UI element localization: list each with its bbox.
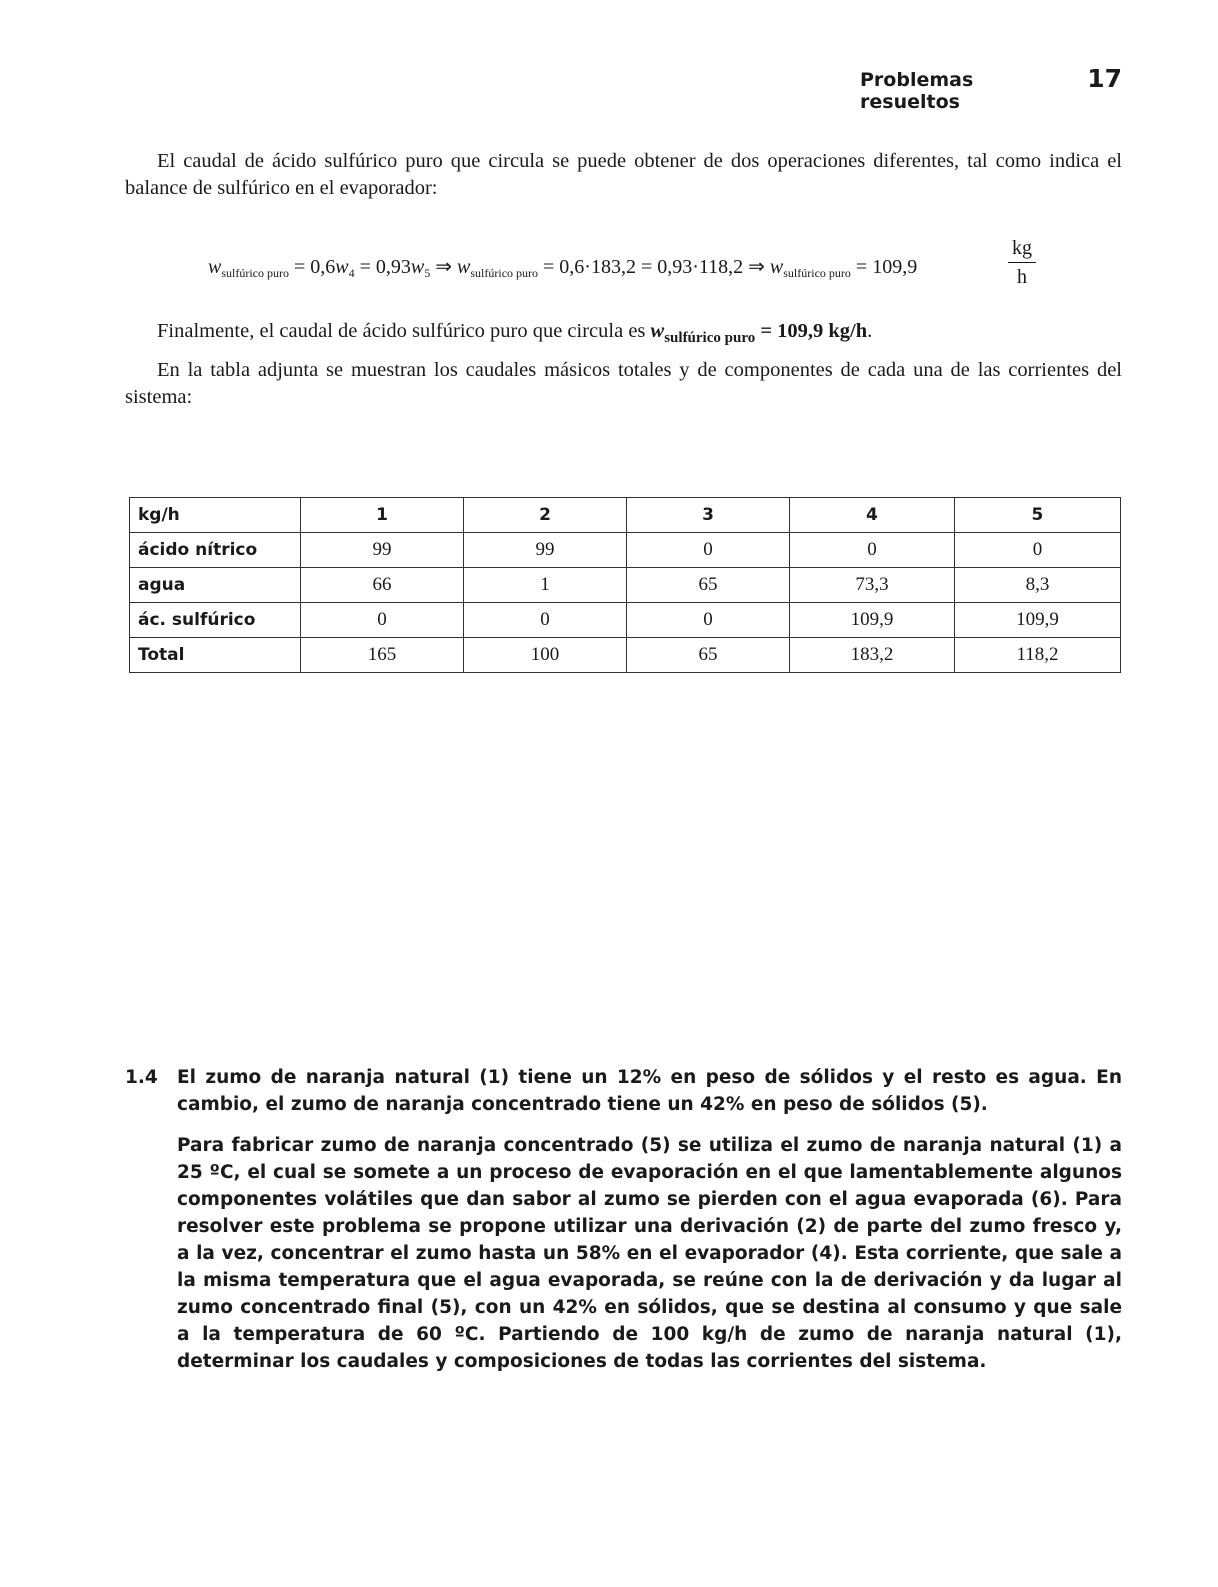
eq-term-3: = 0,6·183,2 = 0,93·118,2 — [538, 256, 744, 278]
eq-unit-numerator: kg — [1012, 237, 1032, 259]
eq-w-symbol: w — [769, 256, 784, 278]
table-row-label: ácido nítrico — [130, 533, 301, 568]
table-cell: 65 — [627, 568, 790, 603]
table-column-header: 4 — [789, 498, 954, 533]
eq-fraction-bar — [1008, 262, 1036, 263]
running-header — [860, 64, 1122, 113]
eq-w-symbol: w — [457, 256, 471, 278]
table-row — [130, 603, 1121, 638]
table-cell: 109,9 — [954, 603, 1120, 638]
table-cell: 0 — [789, 533, 954, 568]
problem-statement — [125, 1064, 1122, 1375]
eq-implies-arrow: ⇒ — [430, 256, 458, 278]
eq-subscript-puro: sulfúrico puro — [470, 266, 539, 280]
eq-unit-denominator: h — [1017, 266, 1027, 288]
table-row-label: agua — [130, 568, 301, 603]
eq-w-symbol: w — [208, 256, 222, 278]
final-subscript: sulfúrico puro — [664, 330, 756, 346]
problem-number: 1.4 — [125, 1067, 158, 1088]
table-cell: 73,3 — [789, 568, 954, 603]
table-column-header: 2 — [464, 498, 627, 533]
table-cell: 0 — [464, 603, 627, 638]
final-value: = 109,9 kg/h — [755, 320, 868, 342]
eq-subscript-5: 5 — [424, 266, 431, 280]
table-cell: 100 — [464, 638, 627, 673]
eq-subscript-puro: sulfúrico puro — [221, 266, 289, 280]
sulfuric-balance-equation — [208, 236, 1048, 296]
table-cell: 0 — [301, 603, 464, 638]
eq-term-1: = 0,6 — [289, 256, 336, 278]
table-cell: 183,2 — [789, 638, 954, 673]
problem-paragraph-1: El zumo de naranja natural (1) tiene un 12% en peso de sólidos y el resto es agua. En cambio, el zumo de naranja concentrado tiene un 42% en peso de sólidos (5). — [177, 1067, 1122, 1115]
table-row-label: ác. sulfúrico — [130, 603, 301, 638]
table-row — [130, 533, 1121, 568]
table-cell: 65 — [627, 638, 790, 673]
table-cell: 118,2 — [954, 638, 1120, 673]
final-period: . — [867, 320, 873, 342]
table-cell: 1 — [464, 568, 627, 603]
table-intro-text: En la tabla adjunta se muestran los caudales másicos totales y de componentes de cada una de las corrientes del sistema: — [125, 359, 1122, 408]
page-number: 17 — [1087, 64, 1122, 93]
eq-w-symbol: w — [410, 256, 425, 278]
table-cell: 66 — [301, 568, 464, 603]
table-intro-paragraph — [125, 357, 1122, 411]
table-header-row — [130, 498, 1121, 533]
equation-row — [208, 254, 917, 281]
mass-flow-table — [129, 497, 1121, 673]
table-row — [130, 568, 1121, 603]
table-column-header: 5 — [954, 498, 1120, 533]
table-column-header: 3 — [627, 498, 790, 533]
eq-term-2: = 0,93 — [354, 256, 411, 278]
running-title: Problemas resueltos — [860, 69, 974, 113]
table-cell: 99 — [301, 533, 464, 568]
eq-result: = 109,9 — [850, 256, 918, 278]
table-column-header: 1 — [301, 498, 464, 533]
intro-text: El caudal de ácido sulfúrico puro que circula se puede obtener de dos operaciones diferentes, tal como indica el balance de sulfúrico en el evaporador: — [125, 150, 1122, 199]
eq-implies-arrow: ⇒ — [743, 256, 770, 278]
table-cell: 109,9 — [789, 603, 954, 638]
eq-w-symbol: w — [335, 256, 349, 278]
intro-paragraph — [125, 148, 1122, 202]
table-corner-cell: kg/h — [130, 498, 301, 533]
table-row-label: Total — [130, 638, 301, 673]
table-cell: 0 — [627, 533, 790, 568]
problem-paragraph-2: Para fabricar zumo de naranja concentrado (5) se utiliza el zumo de naranja natural (1) a 25 ºC, el cual se somete a un proceso de evaporación en el que lamentablemente algunos componentes volátiles que dan sabor al zumo se pierden con el agua evaporada (6). Para resolver este problema se propone utilizar una derivación (2) de parte del zumo fresco y, a la vez, concentrar el zumo hasta un 58% en el evaporador (4). Esta corriente, que sale a la misma temperatura que el agua evaporada, se reúne con la de derivación y da lugar al zumo concentrado final (5), con un 42% en sólidos, que se destina al consumo y que sale a la temperatura de 60 ºC. Partiendo de 100 kg/h de zumo de naranja natural (1), determinar los caudales y composiciones de todas las corrientes del sistema. — [177, 1135, 1122, 1372]
table-cell: 99 — [464, 533, 627, 568]
table-row — [130, 638, 1121, 673]
table-cell: 0 — [954, 533, 1120, 568]
final-result-line — [125, 318, 1122, 352]
table-cell: 8,3 — [954, 568, 1120, 603]
eq-unit-fraction — [1008, 236, 1036, 289]
table-cell: 165 — [301, 638, 464, 673]
eq-subscript-4: 4 — [348, 266, 355, 280]
eq-subscript-puro: sulfúrico puro — [783, 266, 851, 280]
final-text: Finalmente, el caudal de ácido sulfúrico puro que circula es — [157, 320, 651, 342]
final-w-symbol: w — [650, 320, 665, 342]
table-cell: 0 — [627, 603, 790, 638]
